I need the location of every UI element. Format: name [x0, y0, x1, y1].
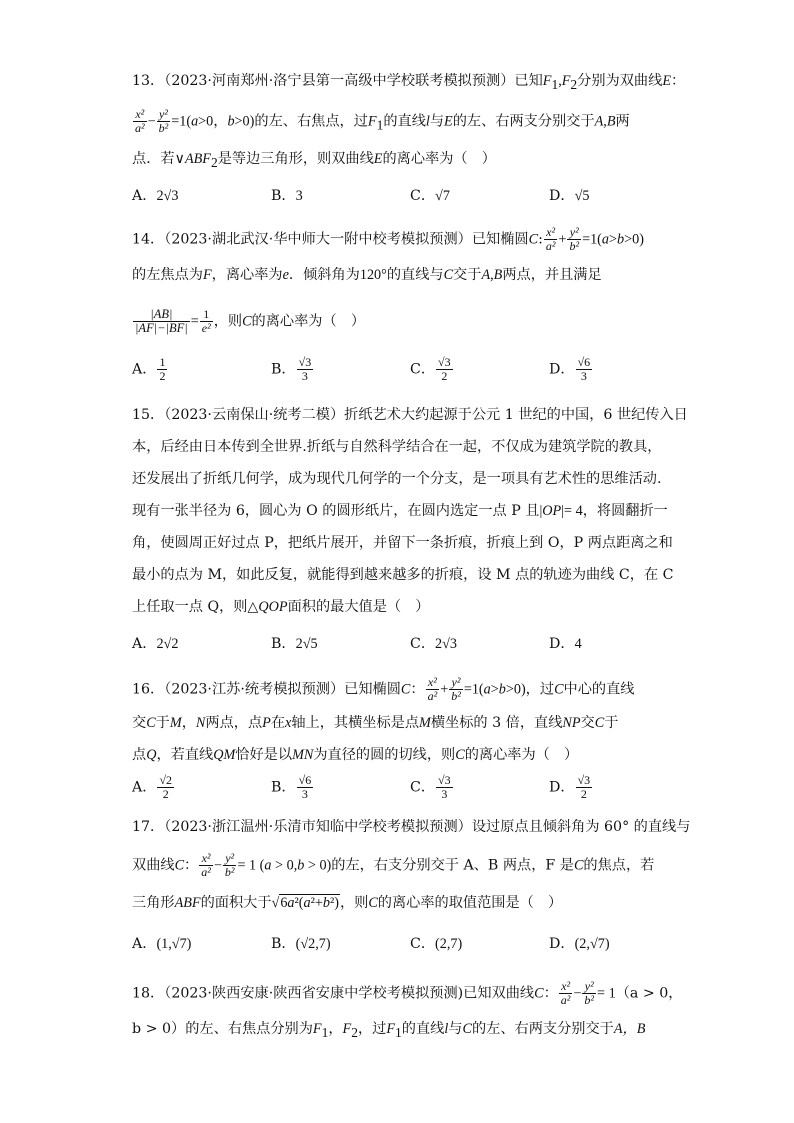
q16-line2: 交C于M，N两点，点P在x轴上，其横坐标是点M横坐标的 3 倍，直线NP交C于 — [132, 715, 619, 731]
option-b[interactable]: B．(√2,7) — [271, 936, 331, 952]
q14-line3: $\frac{|AB|}{|AF|-|BF|}$ = $\frac{1}{\text{e²}}$ ，则C的离心率为（ ） — [135, 307, 366, 335]
q18-line2: b > 0）的左、右焦点分别为$F_1$，$F_2$，过$F_1$的直线l与C的左、右两支分别交于A，B — [132, 1021, 646, 1040]
q16-source: 16．（2023·江苏·统考模拟预测）已知椭圆 — [132, 681, 401, 698]
q15-line4: 现有一张半径为 6，圆心为 O 的圆形纸片，在圆内选定一点 P 且|OP|= 4，将圆翻折一 — [132, 503, 668, 519]
q15-line3: 还发展出了折纸几何学，成为现代几何学的一个分支，是一项具有艺术性的思维活动. — [132, 471, 662, 487]
q13-line1: 13．（2023·河南郑州·洛宁县第一高级中学校联考模拟预测）已知$F_1,F_2$分别为双曲线E： — [132, 73, 686, 92]
option-d[interactable]: D． $\frac{√6}{3}$ — [549, 355, 591, 383]
q15-line1: 15．（2023·云南保山·统考二模）折纸艺术大约起源于公元 1 世纪的中国，6 世纪传入日 — [132, 407, 688, 423]
q14-options — [132, 356, 692, 392]
option-c[interactable]: C． $\frac{√3}{2}$ — [410, 355, 451, 383]
option-d[interactable]: D．4 — [549, 636, 582, 652]
option-c[interactable]: C．(2,7) — [410, 936, 463, 952]
q13-line2: $\frac{\text{x²}}{\text{a²}}$ − $\frac{\text{y²}}{\text{b²}}$ =1(a>0，b>0)的左、右焦点，过$F_1$的直线l与E的左、右两支分别交于A,B两 — [135, 107, 630, 135]
q15-options — [132, 633, 692, 669]
q13-options — [132, 185, 692, 221]
q15-line2: 本，后经由日本传到全世界.折纸与自然科学结合在一起，不仅成为建筑学院的教具， — [132, 439, 662, 455]
q13-source: 13．（2023·河南郑州·洛宁县第一高级中学校联考模拟预测）已知 — [132, 73, 543, 89]
option-c[interactable]: C．√7 — [410, 188, 450, 204]
option-b[interactable]: B．3 — [271, 188, 303, 204]
q15-line6: 最小的点为 M，如此反复，就能得到越来越多的折痕，设 M 点的轨迹为曲线 C，在 C — [132, 567, 674, 583]
q17-line3: 三角形ABF的面积大于√6a²(a²+b²)，则C的离心率的取值范围是（ ） — [132, 895, 563, 911]
q15-line7: 上任取一点 Q，则△QOP面积的最大值是（ ） — [132, 599, 430, 615]
option-b[interactable]: B． $\frac{√6}{3}$ — [271, 773, 312, 801]
q14-line1: 14．（2023·湖北武汉·华中师大一附中校考模拟预测）已知椭圆C: $\frac{\text{x²}}{\text{a²}}$ + $\frac{\text{y²}}{\text{b²}}$ =1(a>b>0) — [132, 225, 644, 253]
option-a[interactable]: A． $\frac{1}{2}$ — [132, 355, 166, 383]
q16-line3: 点Q，若直线QM恰好是以MN为直径的圆的切线，则C的离心率为（ ） — [132, 747, 579, 763]
q14-source: 14．（2023·湖北武汉·华中师大一附中校考模拟预测）已知椭圆 — [132, 231, 529, 248]
q14-line2: 的左焦点为F，离心率为e．倾斜角为120°的直线与C交于A,B两点，并且满足 — [132, 267, 602, 283]
option-d[interactable]: D． $\frac{√3}{2}$ — [549, 773, 591, 801]
q13-line3: 点．若$\vee ABF_2$是等边三角形，则双曲线E的离心率为（ ） — [132, 151, 496, 170]
option-d[interactable]: D．√5 — [549, 188, 590, 204]
option-c[interactable]: C． $\frac{√3}{3}$ — [410, 773, 451, 801]
option-d[interactable]: D．(2,√7) — [549, 936, 610, 952]
q16-line1: 16．（2023·江苏·统考模拟预测）已知椭圆C： $\frac{\text{x²}}{\text{a²}}$ + $\frac{\text{y²}}{\text{b²}}$ =1(a>b>0)，过C中心的直线 — [132, 675, 635, 703]
option-a[interactable]: A．2√2 — [132, 636, 179, 652]
q17-line1: 17．（2023·浙江温州·乐清市知临中学校考模拟预测）设过原点且倾斜角为 60° 的直线与 — [132, 819, 691, 835]
option-a[interactable]: A． $\frac{√2}{2}$ — [132, 773, 173, 801]
q16-options — [132, 774, 692, 810]
fraction: $\frac{\text{x²}}{\text{a²}}$ — [135, 107, 145, 135]
q18-line1: 18．（2023·陕西安康·陕西省安康中学校考模拟预测)已知双曲线C： $\frac{\text{x²}}{\text{a²}}$ − $\frac{\text{y²}}{\text{b²}}$ = 1（a > 0， — [132, 979, 683, 1007]
option-a[interactable]: A．2√3 — [132, 188, 179, 204]
q18-source: 18．（2023·陕西安康·陕西省安康中学校考模拟预测)已知双曲线 — [132, 985, 535, 1002]
q17-options — [132, 933, 692, 969]
q17-line2: 双曲线C： $\frac{\text{x²}}{\text{a²}}$ − $\frac{\text{y²}}{\text{b²}}$ = 1 (a > 0,b > 0)的左，右支分别交于 A、B 两点，F 是C的焦点，若 — [132, 851, 655, 879]
q15-line5: 角，使圆周正好过点 P，把纸片展开，并留下一条折痕，折痕上到 O，P 两点距离之和 — [132, 535, 673, 551]
option-a[interactable]: A．(1,√7) — [132, 936, 192, 952]
option-b[interactable]: B． $\frac{√3}{3}$ — [271, 355, 312, 383]
option-c[interactable]: C．2√3 — [410, 636, 458, 652]
option-b[interactable]: B．2√5 — [271, 636, 318, 652]
